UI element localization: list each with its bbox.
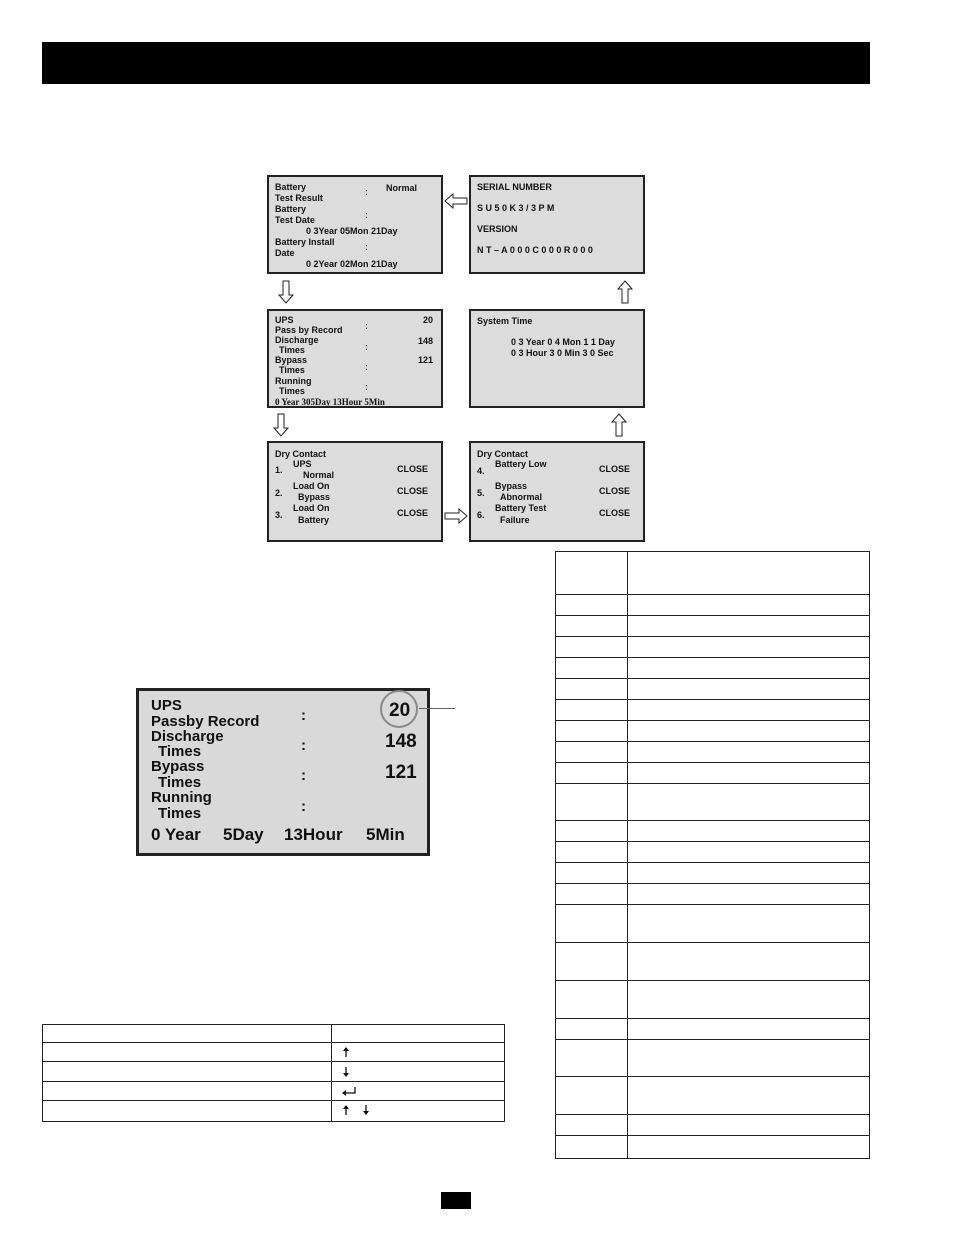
table-cell	[628, 700, 870, 721]
right-table	[555, 551, 870, 1159]
table-cell	[43, 1082, 332, 1101]
bypass-value: 121	[418, 355, 434, 365]
battery-test-date-value: 0 3Year 05Mon 21Day	[306, 226, 398, 236]
arrow-up-icon	[342, 1047, 350, 1057]
arrow-down-icon	[273, 413, 289, 437]
arrow-up-icon	[611, 413, 627, 437]
table-cell	[556, 784, 628, 821]
passby-label: Passby Record	[151, 713, 260, 730]
table-cell	[556, 842, 628, 863]
table-cell	[628, 1019, 870, 1040]
battery-install-date-value: 0 2Year 02Mon 21Day	[306, 259, 398, 269]
colon: :	[365, 362, 368, 372]
discharge-label: Discharge	[275, 335, 319, 345]
dry-contact-value: CLOSE	[397, 508, 429, 518]
dry-contact-label2: Normal	[303, 470, 335, 480]
dry-contact-label2: Battery	[298, 515, 330, 525]
dry-contact-value: CLOSE	[599, 464, 631, 474]
table-cell	[43, 1101, 332, 1122]
table-cell	[628, 842, 870, 863]
table-cell	[628, 616, 870, 637]
table-cell	[628, 784, 870, 821]
item-number: 6.	[477, 510, 485, 520]
table-cell	[628, 905, 870, 943]
table-cell	[556, 1019, 628, 1040]
dry-contact-value: CLOSE	[397, 464, 429, 474]
table-cell	[332, 1101, 505, 1122]
dry-contact-label: Bypass	[495, 481, 528, 491]
table-cell	[628, 1115, 870, 1136]
arrow-down-icon	[362, 1105, 370, 1115]
table-cell	[556, 742, 628, 763]
arrow-down-icon	[278, 280, 294, 304]
table-cell	[628, 821, 870, 842]
header-bar	[42, 42, 870, 84]
colon: :	[365, 382, 368, 392]
arrow-left-icon	[444, 193, 468, 209]
colon: :	[301, 798, 306, 815]
lcd-serial-screen	[469, 175, 645, 274]
table-cell	[556, 658, 628, 679]
table-cell	[628, 742, 870, 763]
table-cell	[628, 1077, 870, 1115]
table-cell	[628, 1136, 870, 1159]
table-cell	[628, 637, 870, 658]
table-cell	[628, 884, 870, 905]
running-day: 5Day	[223, 825, 264, 844]
table-cell	[556, 595, 628, 616]
colon: :	[365, 342, 368, 352]
battery-test-result-label: Battery	[275, 182, 307, 192]
system-time-value: 0 3 Hour 3 0 Min 3 0 Sec	[511, 348, 614, 358]
bypass-label: Bypass	[275, 355, 308, 365]
dry-contact-value: CLOSE	[599, 486, 631, 496]
discharge-label: Discharge	[151, 728, 224, 745]
table-cell	[556, 700, 628, 721]
table-cell	[332, 1043, 505, 1062]
dry-contact-value: CLOSE	[397, 486, 429, 496]
lcd-dry-contact-screen-1	[267, 441, 443, 542]
dry-contact-label2: Abnormal	[500, 492, 543, 502]
arrow-down-icon	[342, 1067, 350, 1077]
table-cell	[556, 616, 628, 637]
passby-value: 20	[389, 700, 411, 721]
item-number: 2.	[275, 488, 283, 498]
table-cell	[628, 721, 870, 742]
bypass-times-label: Times	[158, 774, 202, 791]
lcd-dry-contact-screen-2	[469, 441, 645, 542]
running-label: Running	[151, 789, 212, 806]
table-cell	[628, 679, 870, 700]
dry-contact-label: Load On	[293, 503, 330, 513]
highlight-circle	[380, 690, 418, 728]
running-hour: 13Hour	[284, 825, 343, 844]
ups-label: UPS	[151, 697, 182, 714]
battery-test-date-label: Battery	[275, 204, 307, 214]
arrow-up-icon	[617, 280, 633, 304]
running-min: 5Min	[366, 825, 405, 844]
callout-line	[419, 708, 455, 709]
serial-number-label: SERIAL NUMBER	[477, 182, 552, 192]
version-value: N T – A 0 0 0 C 0 0 0 R 0 0 0	[477, 245, 593, 255]
table-cell	[556, 884, 628, 905]
running-label: Running	[275, 376, 312, 386]
table-cell	[556, 863, 628, 884]
discharge-value: 148	[418, 336, 434, 346]
arrow-up-down-icon	[342, 1105, 370, 1115]
colon: :	[365, 242, 368, 252]
colon: :	[365, 321, 368, 331]
arrow-right-icon	[444, 508, 468, 524]
dry-contact-label: Battery Low	[495, 459, 547, 469]
table-cell	[556, 1077, 628, 1115]
battery-test-date-label2: Test Date	[275, 215, 315, 225]
table-cell	[628, 943, 870, 981]
table-cell	[556, 1040, 628, 1077]
table-cell	[556, 552, 628, 595]
table-cell	[628, 658, 870, 679]
table-cell	[556, 763, 628, 784]
dry-contact-label2: Failure	[500, 515, 530, 525]
table-cell	[332, 1025, 505, 1043]
dry-contact-label: Battery Test	[495, 503, 547, 513]
lcd-battery-screen	[267, 175, 443, 274]
running-times-label: Times	[158, 805, 202, 822]
colon: :	[301, 767, 306, 784]
battery-install-date-label: Battery Install	[275, 237, 335, 247]
enter-icon	[342, 1087, 356, 1096]
item-number: 4.	[477, 466, 485, 476]
colon: :	[365, 210, 368, 220]
item-number: 5.	[477, 488, 485, 498]
table-cell	[43, 1043, 332, 1062]
page-number-box	[441, 1192, 471, 1209]
table-cell	[628, 981, 870, 1019]
dry-contact-label: Load On	[293, 481, 330, 491]
table-cell	[556, 981, 628, 1019]
table-cell	[556, 821, 628, 842]
dry-contact-title: Dry Contact	[477, 449, 529, 459]
table-cell	[332, 1062, 505, 1082]
dry-contact-label: UPS	[293, 459, 312, 469]
table-cell	[332, 1082, 505, 1101]
item-number: 3.	[275, 510, 283, 520]
table-cell	[556, 905, 628, 943]
system-time-title: System Time	[477, 316, 533, 326]
ups-label: UPS	[275, 315, 294, 325]
dry-contact-title: Dry Contact	[275, 449, 327, 459]
colon: :	[301, 737, 306, 754]
colon: :	[301, 707, 306, 724]
battery-test-result-label2: Test Result	[275, 193, 323, 203]
table-cell	[556, 1136, 628, 1159]
table-cell	[628, 763, 870, 784]
system-date-value: 0 3 Year 0 4 Mon 1 1 Day	[511, 337, 615, 347]
battery-install-date-label2: Date	[275, 248, 295, 258]
lcd-system-time-screen	[469, 309, 645, 408]
running-times-label: Times	[279, 386, 305, 396]
table-cell	[628, 595, 870, 616]
discharge-times-label: Times	[279, 345, 305, 355]
table-cell	[556, 1115, 628, 1136]
discharge-times-label: Times	[158, 743, 202, 760]
table-cell	[556, 943, 628, 981]
table-cell	[628, 863, 870, 884]
arrow-up-icon	[342, 1105, 350, 1115]
item-number: 1.	[275, 465, 283, 475]
serial-number-value: S U 5 0 K 3 / 3 P M	[477, 203, 555, 213]
table-cell	[628, 552, 870, 595]
dry-contact-value: CLOSE	[599, 508, 631, 518]
passby-value: 20	[423, 315, 434, 325]
bypass-label: Bypass	[151, 758, 205, 775]
discharge-value: 148	[385, 731, 417, 752]
dry-contact-label2: Bypass	[298, 492, 331, 502]
lcd-record-screen	[267, 309, 443, 408]
table-cell	[556, 679, 628, 700]
table-cell	[43, 1025, 332, 1043]
running-value: 0 Year 305Day 13Hour 5Min	[275, 397, 385, 407]
bypass-value: 121	[385, 762, 417, 783]
colon: :	[365, 187, 368, 197]
table-cell	[556, 721, 628, 742]
running-year: 0 Year	[151, 825, 201, 844]
battery-test-result-value: Normal	[386, 183, 418, 193]
passby-label: Pass by Record	[275, 325, 343, 335]
version-label: VERSION	[477, 224, 518, 234]
table-cell	[43, 1062, 332, 1082]
key-table	[42, 1024, 505, 1122]
table-cell	[556, 637, 628, 658]
bypass-times-label: Times	[279, 365, 305, 375]
table-cell	[628, 1040, 870, 1077]
